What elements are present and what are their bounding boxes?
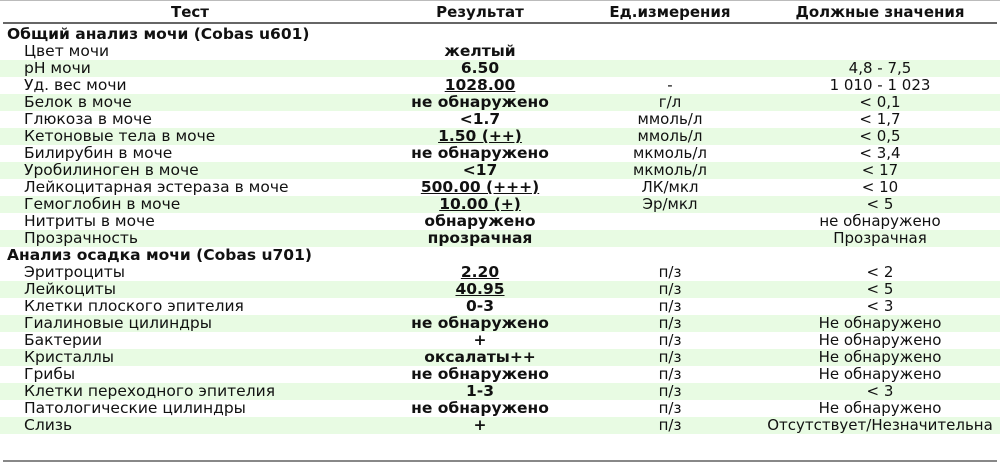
results-table <box>0 26 1000 434</box>
result-value: + <box>473 331 487 349</box>
reference-value: Не обнаружено <box>818 400 942 417</box>
header-test: Тест <box>171 3 209 21</box>
test-name: Билирубин в моче <box>24 144 173 162</box>
section-header <box>0 247 1000 264</box>
test-name: pH мочи <box>24 59 91 77</box>
bottom-divider <box>3 460 997 462</box>
result-value: не обнаружено <box>411 93 549 111</box>
reference-value: < 5 <box>866 196 894 213</box>
section-title: Общий анализ мочи (Cobas u601) <box>7 25 310 43</box>
header-reference: Должные значения <box>795 3 965 21</box>
table-row <box>0 349 1000 366</box>
result-value: 500.00 (+++) <box>420 178 540 196</box>
result-value: <1.7 <box>459 110 501 128</box>
reference-value: < 17 <box>861 162 899 179</box>
table-row <box>0 179 1000 196</box>
result-value: 0-3 <box>465 297 494 315</box>
table-row <box>0 196 1000 213</box>
unit-value <box>580 230 760 247</box>
table-row <box>0 264 1000 281</box>
unit-value: п/з <box>658 331 682 349</box>
test-name: Клетки переходного эпителия <box>24 382 276 400</box>
result-value: 2.20 <box>460 263 500 281</box>
unit-value: ммоль/л <box>637 110 703 128</box>
unit-value: - <box>667 76 673 94</box>
unit-value: мкмоль/л <box>633 144 707 162</box>
reference-value: < 5 <box>866 281 894 298</box>
test-name: Уробилиноген в моче <box>24 161 199 179</box>
result-value: обнаружено <box>424 212 536 230</box>
reference-value: не обнаружено <box>819 213 941 230</box>
reference-value: < 2 <box>866 264 894 281</box>
unit-value: мкмоль/л <box>633 161 707 179</box>
test-name: Лейкоциты <box>24 280 117 298</box>
unit-value: ммоль/л <box>637 127 703 145</box>
result-value: 10.00 (+) <box>439 195 521 213</box>
result-value: 1-3 <box>465 382 494 400</box>
test-name: Грибы <box>24 365 76 383</box>
result-value: не обнаружено <box>411 399 549 417</box>
reference-value <box>760 43 1000 60</box>
table-header <box>0 2 1000 22</box>
result-value: оксалаты++ <box>424 348 536 366</box>
test-name: Слизь <box>24 416 73 434</box>
table-row <box>0 162 1000 179</box>
unit-value: п/з <box>658 314 682 332</box>
reference-value: Прозрачная <box>833 230 927 247</box>
header-result: Результат <box>436 3 524 21</box>
unit-value: п/з <box>658 348 682 366</box>
top-rule <box>0 0 1000 1</box>
test-name: Кристаллы <box>24 348 115 366</box>
reference-value: < 3 <box>866 383 894 400</box>
unit-value <box>580 213 760 230</box>
result-value: не обнаружено <box>411 144 549 162</box>
test-name: Уд. вес мочи <box>24 76 127 94</box>
test-name: Гиалиновые цилиндры <box>24 314 212 332</box>
table-row <box>0 383 1000 400</box>
table-row <box>0 281 1000 298</box>
table-row <box>0 332 1000 349</box>
unit-value: п/з <box>658 416 682 434</box>
unit-value: п/з <box>658 365 682 383</box>
table-row <box>0 213 1000 230</box>
test-name: Бактерии <box>24 331 103 349</box>
result-value: 1028.00 <box>444 76 516 94</box>
table-row <box>0 400 1000 417</box>
test-name: Белок в моче <box>24 93 132 111</box>
reference-value: < 0,1 <box>859 94 901 111</box>
test-name: Эритроциты <box>24 263 125 281</box>
section-header <box>0 26 1000 43</box>
reference-value: Не обнаружено <box>818 315 942 332</box>
reference-value: Не обнаружено <box>818 332 942 349</box>
unit-value: п/з <box>658 382 682 400</box>
table-row <box>0 43 1000 60</box>
reference-value: Не обнаружено <box>818 366 942 383</box>
table-row <box>0 128 1000 145</box>
test-name: Глюкоза в моче <box>24 110 152 128</box>
unit-value: п/з <box>658 280 682 298</box>
reference-value: Не обнаружено <box>818 349 942 366</box>
reference-value: 4,8 - 7,5 <box>848 60 912 77</box>
table-row <box>0 111 1000 128</box>
test-name: Гемоглобин в моче <box>24 195 181 213</box>
test-name: Патологические цилиндры <box>24 399 246 417</box>
reference-value: 1 010 - 1 023 <box>829 77 931 94</box>
header-unit: Ед.измерения <box>609 3 731 21</box>
unit-value: п/з <box>658 399 682 417</box>
test-name: Лейкоцитарная эстераза в моче <box>24 178 289 196</box>
reference-value: Отсутствует/Незначительна <box>767 417 993 434</box>
table-row <box>0 60 1000 77</box>
test-name: Нитриты в моче <box>24 212 155 230</box>
result-value: не обнаружено <box>411 365 549 383</box>
unit-value: ЛК/мкл <box>641 178 699 196</box>
reference-value: < 0,5 <box>859 128 901 145</box>
unit-value: Эр/мкл <box>642 195 698 213</box>
table-row <box>0 77 1000 94</box>
result-value: 1.50 (++) <box>438 127 522 145</box>
table-row <box>0 417 1000 434</box>
test-name: Цвет мочи <box>24 42 110 60</box>
unit-value <box>580 60 760 77</box>
table-row <box>0 145 1000 162</box>
unit-value: п/з <box>658 297 682 315</box>
result-value: не обнаружено <box>411 314 549 332</box>
section-title: Анализ осадка мочи (Cobas u701) <box>7 246 312 264</box>
unit-value: п/з <box>658 263 682 281</box>
unit-value: г/л <box>658 93 682 111</box>
reference-value: < 10 <box>861 179 899 196</box>
result-value: прозрачная <box>427 229 533 247</box>
test-name: Прозрачность <box>24 229 139 247</box>
table-row <box>0 315 1000 332</box>
result-value: 40.95 <box>455 280 505 298</box>
table-row <box>0 230 1000 247</box>
result-value: + <box>473 416 487 434</box>
reference-value: < 3 <box>866 298 894 315</box>
reference-value: < 3,4 <box>859 145 901 162</box>
table-row <box>0 94 1000 111</box>
table-row <box>0 298 1000 315</box>
header-divider <box>3 22 997 24</box>
result-value: <17 <box>462 161 498 179</box>
test-name: Кетоновые тела в моче <box>24 127 216 145</box>
result-value: желтый <box>444 42 516 60</box>
reference-value: < 1,7 <box>859 111 901 128</box>
table-row <box>0 366 1000 383</box>
result-value: 6.50 <box>460 59 500 77</box>
test-name: Клетки плоского эпителия <box>24 297 244 315</box>
unit-value <box>580 43 760 60</box>
